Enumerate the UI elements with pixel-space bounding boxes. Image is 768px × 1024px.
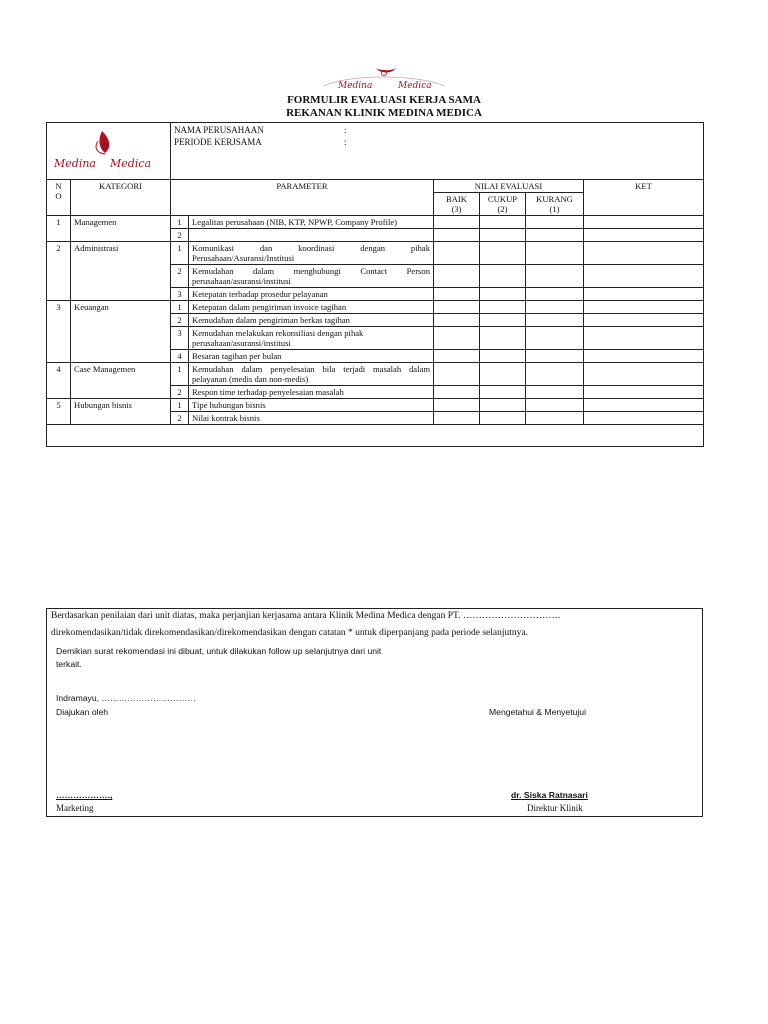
- score-cukup-cell[interactable]: [480, 265, 526, 288]
- score-baik-cell[interactable]: [434, 386, 480, 399]
- score-kurang-cell[interactable]: [526, 288, 584, 301]
- param-text: Komunikasi dan koordinasi dengan pihak Perusahaan/Asuransi/Institusi: [189, 242, 434, 265]
- svg-text:Medica: Medica: [110, 157, 152, 170]
- row-no: 5: [47, 399, 71, 425]
- score-cukup-cell[interactable]: [480, 301, 526, 314]
- statement-line-a: Demikian surat rekomendasi ini dibuat, untuk dilakukan follow up selanjutnya dari unit: [56, 646, 382, 656]
- evaluation-table: [46, 122, 704, 447]
- score-cukup-cell[interactable]: [480, 412, 526, 425]
- place-date: Indramayu, ……………………………: [56, 693, 196, 703]
- recommendation-line2: direkomendasikan/tidak direkomendasikan/direkomendasikan dengan catatan * untuk diperpanjang pada periode selanjutnya.: [51, 628, 528, 638]
- medina-medica-logo-icon: [50, 127, 160, 173]
- param-text: Kemudahan dalam pengiriman berkas tagihan: [189, 314, 434, 327]
- table-row: [47, 301, 704, 314]
- param-no: 1: [171, 301, 189, 314]
- param-text: Tipe hubungan bisnis: [189, 399, 434, 412]
- score-baik-cell[interactable]: [434, 216, 480, 229]
- ket-cell[interactable]: [584, 242, 704, 265]
- param-text: Nilai kontrak bisnis: [189, 412, 434, 425]
- score-baik-cell[interactable]: [434, 288, 480, 301]
- col-header-no-bottom: O: [55, 191, 62, 201]
- score-cukup-cell[interactable]: [480, 399, 526, 412]
- score-kurang-cell[interactable]: [526, 242, 584, 265]
- recommendation-line1: Berdasarkan penilaian dari unit diatas, maka perjanjian kerjasama antara Klinik Medina Medica dengan PT. ………………………….: [51, 611, 561, 621]
- ket-cell[interactable]: [584, 399, 704, 412]
- score-cukup-cell[interactable]: [480, 314, 526, 327]
- score-baik-cell[interactable]: [434, 363, 480, 386]
- kurang-score: (1): [549, 204, 560, 214]
- score-kurang-cell[interactable]: [526, 399, 584, 412]
- row-kategori: Hubungan bisnis: [71, 399, 171, 425]
- param-no: 1: [171, 216, 189, 229]
- form-title-line2: REKANAN KLINIK MEDINA MEDICA: [286, 107, 482, 119]
- param-no: 2: [171, 229, 189, 242]
- submitted-by-label: Diajukan oleh: [56, 707, 109, 717]
- form-title-line1: FORMULIR EVALUASI KERJA SAMA: [287, 94, 481, 106]
- score-kurang-cell[interactable]: [526, 363, 584, 386]
- col-header-cukup: [480, 193, 526, 216]
- svg-text:Medina: Medina: [54, 157, 96, 170]
- ket-cell[interactable]: [584, 327, 704, 350]
- param-no: 2: [171, 386, 189, 399]
- baik-score: (3): [451, 204, 462, 214]
- col-header-parameter: PARAMETER: [171, 180, 434, 216]
- param-no: 3: [171, 327, 189, 350]
- score-kurang-cell[interactable]: [526, 216, 584, 229]
- score-kurang-cell[interactable]: [526, 301, 584, 314]
- param-text: Kemudahan dalam menghubungi Contact Person perusahaan/asuransi/institusi: [189, 265, 434, 288]
- score-baik-cell[interactable]: [434, 314, 480, 327]
- table-row: [47, 363, 704, 386]
- company-name-row: [174, 124, 700, 136]
- param-no: 2: [171, 265, 189, 288]
- score-kurang-cell[interactable]: [526, 386, 584, 399]
- col-header-no: [47, 180, 71, 216]
- row-kategori: Keuangan: [71, 301, 171, 363]
- col-header-kurang: [526, 193, 584, 216]
- period-row: [174, 136, 700, 148]
- row-no: 4: [47, 363, 71, 399]
- ket-cell[interactable]: [584, 412, 704, 425]
- ket-cell[interactable]: [584, 386, 704, 399]
- recommendation-box: [46, 608, 703, 817]
- score-baik-cell[interactable]: [434, 412, 480, 425]
- right-signatory-title: Direktur Klinik: [527, 803, 583, 813]
- score-kurang-cell[interactable]: [526, 314, 584, 327]
- company-name-label: NAMA PERUSAHAAN: [174, 125, 264, 135]
- col-header-no-top: N: [55, 181, 62, 191]
- left-signatory-title: Marketing: [56, 803, 94, 813]
- ket-cell[interactable]: [584, 314, 704, 327]
- score-kurang-cell[interactable]: [526, 350, 584, 363]
- param-text: Respon time terhadap penyelesaian masalah: [189, 386, 434, 399]
- param-text: Ketepatan terhadap prosedur pelayanan: [189, 288, 434, 301]
- score-baik-cell[interactable]: [434, 242, 480, 265]
- param-text: Kemudahan melakukan rekonsiliasi dengan pihak perusahaan/asuransi/institusi: [189, 327, 434, 350]
- param-text: Legalitas perusahaan (NIB, KTP, NPWP, Company Profile): [189, 216, 434, 229]
- col-header-nilai: NILAI EVALUASI: [434, 180, 584, 193]
- col-header-baik: [434, 193, 480, 216]
- ket-cell[interactable]: [584, 229, 704, 242]
- param-text: Besaran tagihan per bulan: [189, 350, 434, 363]
- ket-cell[interactable]: [584, 265, 704, 288]
- ket-cell[interactable]: [584, 288, 704, 301]
- company-info-cell: [171, 123, 704, 180]
- col-header-kategori: KATEGORI: [71, 180, 171, 216]
- score-baik-cell[interactable]: [434, 399, 480, 412]
- score-baik-cell[interactable]: [434, 327, 480, 350]
- row-no: 3: [47, 301, 71, 363]
- statement-line-b: terkait.: [56, 659, 82, 669]
- table-logo-cell: [47, 123, 171, 180]
- approved-by-label: Mengetahui & Menyetujui: [489, 707, 586, 717]
- score-baik-cell[interactable]: [434, 265, 480, 288]
- period-label: PERIODE KERJSAMA: [174, 137, 262, 147]
- score-cukup-cell[interactable]: [480, 242, 526, 265]
- table-footer-empty-row: [47, 425, 704, 447]
- param-no: 1: [171, 363, 189, 386]
- row-no: 1: [47, 216, 71, 242]
- param-text: Ketepatan dalam pengiriman invoice tagihan: [189, 301, 434, 314]
- company-name-separator: :: [344, 125, 347, 135]
- score-kurang-cell[interactable]: [526, 265, 584, 288]
- param-text: [189, 229, 434, 242]
- cukup-score: (2): [497, 204, 508, 214]
- ket-cell[interactable]: [584, 301, 704, 314]
- row-kategori: Administrasi: [71, 242, 171, 301]
- score-baik-cell[interactable]: [434, 229, 480, 242]
- score-cukup-cell[interactable]: [480, 288, 526, 301]
- param-no: 2: [171, 412, 189, 425]
- row-kategori: Managemen: [71, 216, 171, 242]
- right-signatory-name: dr. Siska Ratnasari: [511, 790, 588, 800]
- score-baik-cell[interactable]: [434, 301, 480, 314]
- row-kategori: Case Managemen: [71, 363, 171, 399]
- param-no: 1: [171, 399, 189, 412]
- table-row: [47, 242, 704, 265]
- cukup-label: CUKUP: [487, 194, 518, 204]
- table-row: [47, 216, 704, 229]
- param-text: Kemudahan dalam penyelesaian bila terjadi masalah dalam pelayanan (medis dan non-medis): [189, 363, 434, 386]
- kurang-label: KURANG: [536, 194, 573, 204]
- param-no: 2: [171, 314, 189, 327]
- ket-cell[interactable]: [584, 363, 704, 386]
- score-cukup-cell[interactable]: [480, 216, 526, 229]
- score-kurang-cell[interactable]: [526, 229, 584, 242]
- row-no: 2: [47, 242, 71, 301]
- period-separator: :: [344, 137, 347, 147]
- score-cukup-cell[interactable]: [480, 350, 526, 363]
- param-no: 1: [171, 242, 189, 265]
- top-logo: [318, 64, 450, 92]
- svg-text:Medica: Medica: [398, 81, 432, 91]
- param-no: 4: [171, 350, 189, 363]
- param-no: 3: [171, 288, 189, 301]
- svg-text:Medina: Medina: [338, 81, 373, 91]
- score-baik-cell[interactable]: [434, 350, 480, 363]
- col-header-ket: KET: [584, 180, 704, 216]
- score-cukup-cell[interactable]: [480, 229, 526, 242]
- score-kurang-cell[interactable]: [526, 327, 584, 350]
- score-kurang-cell[interactable]: [526, 412, 584, 425]
- score-cukup-cell[interactable]: [480, 363, 526, 386]
- score-cukup-cell[interactable]: [480, 327, 526, 350]
- table-row: [47, 399, 704, 412]
- score-cukup-cell[interactable]: [480, 386, 526, 399]
- left-signatory-name: ……………….,: [56, 790, 113, 800]
- ket-cell[interactable]: [584, 350, 704, 363]
- medina-medica-logo-icon: [318, 64, 450, 92]
- baik-label: BAIK: [445, 194, 467, 204]
- ket-cell[interactable]: [584, 216, 704, 229]
